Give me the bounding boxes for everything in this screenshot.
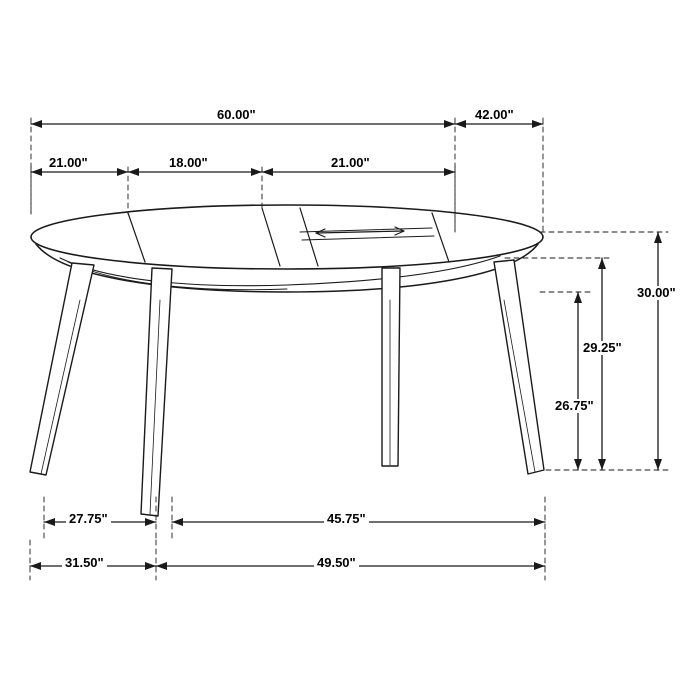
dim-label-apron-clearance-height: 26.75" [552, 399, 597, 413]
dim-label-right-top-section-width: 21.00" [328, 156, 373, 170]
leg-front-right [494, 260, 544, 474]
dim-label-overall-table-height: 30.00" [634, 286, 679, 300]
dim-label-outer-leg-splay-left: 31.50" [62, 556, 107, 570]
dim-label-outer-leg-splay-right: 49.50" [314, 556, 359, 570]
leg-back-right [382, 268, 400, 466]
dimension-arrowheads [30, 120, 662, 570]
dim-label-inner-leg-splay-left: 27.75" [66, 512, 111, 526]
dim-label-extension-leaf-extra-length: 42.00" [472, 108, 517, 122]
leg-front-left [30, 263, 94, 475]
dim-label-inner-leg-splay-right: 45.75" [324, 512, 369, 526]
dim-label-overall-table-length: 60.00" [214, 108, 259, 122]
dim-label-left-top-section-width: 21.00" [46, 156, 91, 170]
leg-back-left [141, 268, 172, 516]
dim-label-tabletop-underside-height: 29.25" [580, 341, 625, 355]
tabletop-outline [31, 205, 543, 269]
dim-label-center-leaf-width: 18.00" [166, 156, 211, 170]
